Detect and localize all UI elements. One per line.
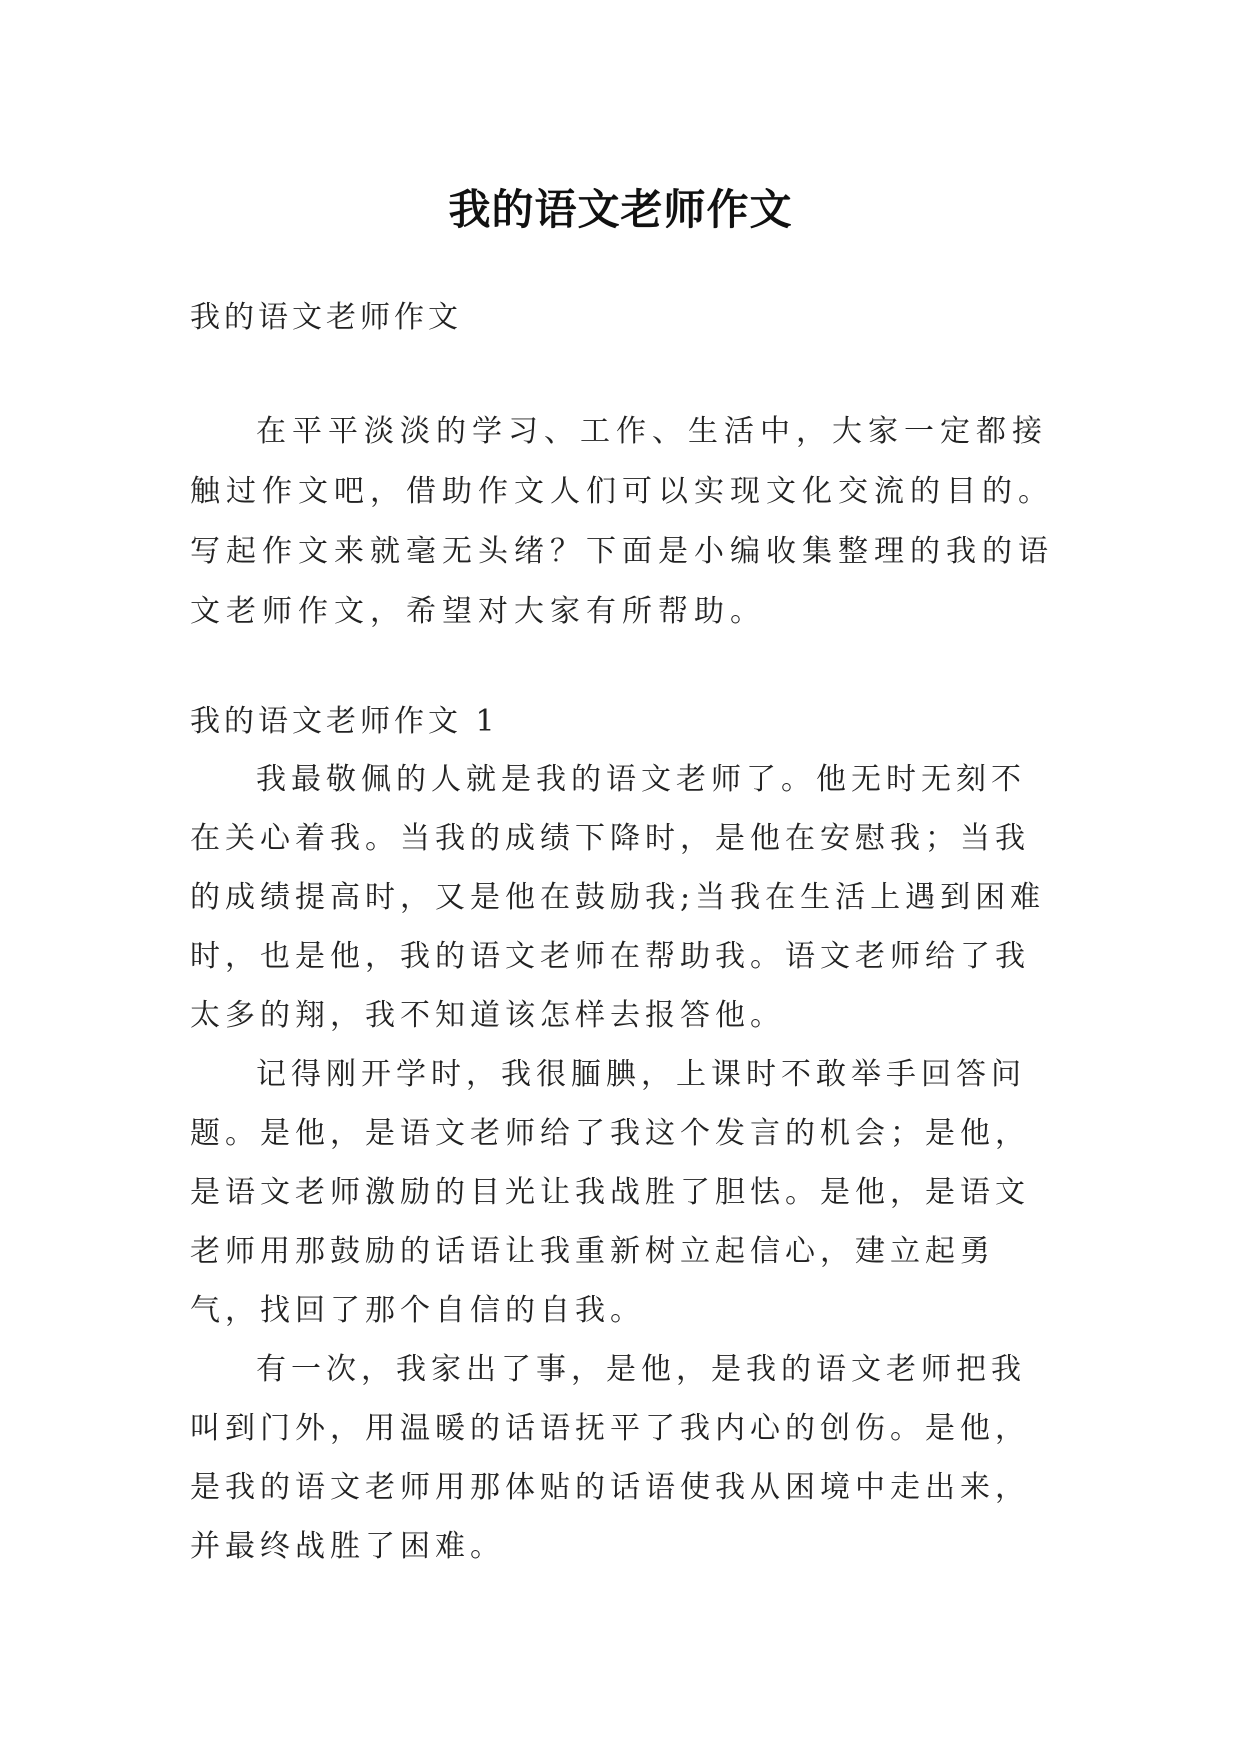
section-body [190, 750, 1056, 1576]
intro-paragraph: 在平平淡淡的学习、工作、生活中，大家一定都接触过作文吧，借助作文人们可以实现文化交流的目的。写起作文来就毫无头绪？下面是小编收集整理的我的语文老师作文，希望对大家有所帮助。 [190, 414, 1054, 629]
document-title: 我的语文老师作文 [448, 185, 793, 235]
document-subtitle: 我的语文老师作文 [190, 300, 462, 335]
body-paragraph: 有一次，我家出了事，是他，是我的语文老师把我叫到门外，用温暖的话语抚平了我内心的创伤。是他，是我的语文老师用那体贴的话语使我从困境中走出来，并最终战胜了困难。 [190, 1352, 1030, 1564]
body-paragraph: 我最敬佩的人就是我的语文老师了。他无时无刻不在关心着我。当我的成绩下降时，是他在安慰我；当我的成绩提高时，又是他在鼓励我;当我在生活上遇到困难时，也是他，我的语文老师在帮助我。语文老师给了我太多的翔，我不知道该怎样去报答他。 [190, 762, 1046, 1033]
body-paragraph: 记得刚开学时，我很腼腆，上课时不敢举手回答问题。是他，是语文老师给了我这个发言的机会；是他，是语文老师激励的目光让我战胜了胆怯。是他，是语文老师用那鼓励的话语让我重新树立起信心，建立起勇气，找回了那个自信的自我。 [190, 1057, 1030, 1328]
section-heading: 我的语文老师作文 1 [190, 704, 499, 739]
